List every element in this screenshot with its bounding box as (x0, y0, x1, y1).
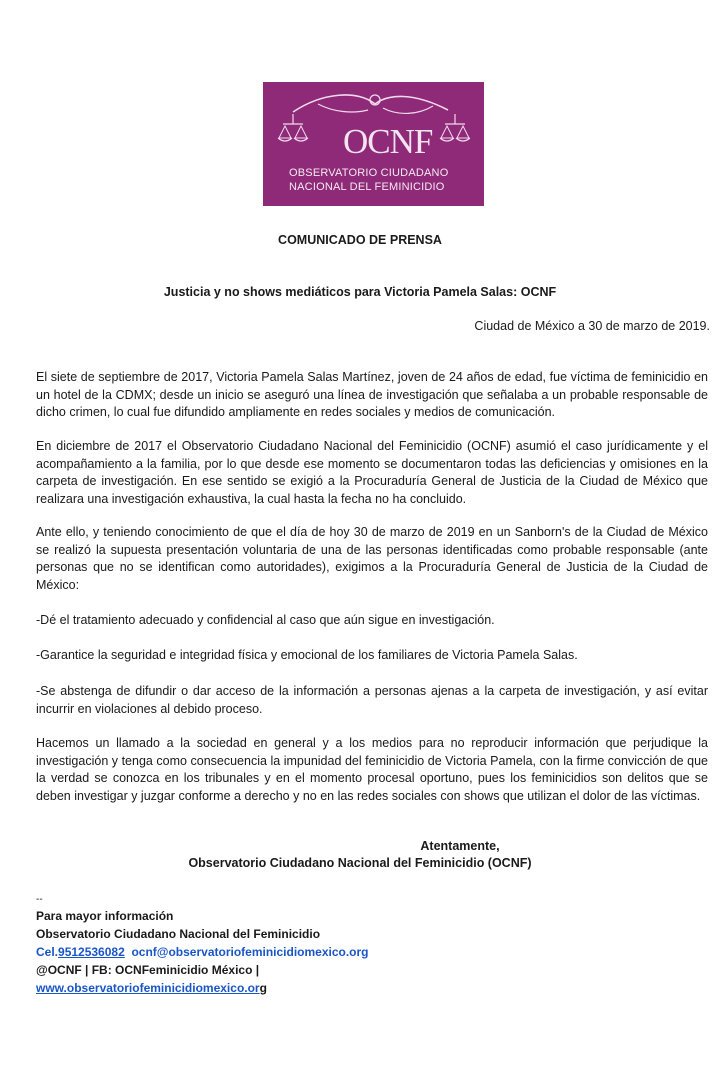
paragraph: Hacemos un llamado a la sociedad en general y a los medios para no reproducir información que perjudique la investigación y tenga como consecuencia la impunidad del feminicidio de Victoria Pamela, con la firme convicción de que la verdad se conozca en los tribunales y en el momento procesal oportuno, pues los feminicidios son delitos que se deben investigar y juzgar conforme a derecho y no en las redes sociales con shows que utilizan el dolor de las víctimas. (36, 736, 708, 803)
page-title: COMUNICADO DE PRENSA (278, 233, 442, 247)
contact-title: Para mayor información (36, 909, 174, 923)
signature-closing: Atentamente, (420, 839, 500, 853)
website-link[interactable]: www.observatoriofeminicidiomexico.or (36, 981, 260, 995)
demand-item: -Garantice la seguridad e integridad física y emocional de los familiares de Victoria Pamela Salas. (36, 648, 578, 662)
website-tail: g (259, 981, 267, 995)
dateline: Ciudad de México a 30 de marzo de 2019. (474, 319, 710, 333)
press-release-subtitle: Justicia y no shows mediáticos para Victoria Pamela Salas: OCNF (163, 285, 557, 299)
ocnf-logo (263, 82, 484, 206)
logo-line-2: NACIONAL DEL FEMINICIDIO (289, 181, 445, 193)
contact-block (36, 893, 676, 997)
logo-acronym: OCNF (343, 122, 433, 161)
phone-label: Cel. (36, 945, 59, 959)
contact-separator: -- (36, 894, 43, 905)
signature-org: Observatorio Ciudadano Nacional del Feminicidio (OCNF) (188, 856, 532, 870)
paragraph: Ante ello, y teniendo conocimiento de que el día de hoy 30 de marzo de 2019 en un Sanborn's de la Ciudad de México se realizó la supuesta presentación voluntaria de una de las personas identificadas como probable responsable (ante personas que no se identifican como autoridades), exigimos a la Procuraduría General de Justicia de la Ciudad de México: (36, 525, 708, 592)
demand-item: -Dé el tratamiento adecuado y confidencial al caso que aún sigue en investigación. (36, 613, 495, 627)
logo-line-1: OBSERVATORIO CIUDADANO (289, 167, 449, 179)
contact-org: Observatorio Ciudadano Nacional del Feminicidio (36, 927, 321, 941)
contact-phone-email-row (36, 943, 676, 961)
paragraph: En diciembre de 2017 el Observatorio Ciudadano Nacional del Feminicidio (OCNF) asumió el caso jurídicamente y el acompañamiento a la familia, por lo que desde ese momento se documentaron todas las deficiencias y omisiones en la carpeta de investigación. En ese sentido se exigió a la Procuraduría General de Justicia de la Ciudad de México que realizara una investigación exhaustiva, la cual hasta la fecha no ha concluido. (36, 439, 708, 506)
demand-item: -Se abstenga de difundir o dar acceso de la información a personas ajenas a la carpeta de investigación, y así evitar incurrir en violaciones al debido proceso. (36, 684, 708, 716)
phone-link[interactable]: 9512536082 (58, 945, 125, 959)
email-link[interactable]: ocnf@observatoriofeminicidiomexico.org (131, 945, 369, 959)
social-handles: @OCNF | FB: OCNFeminicidio México | (36, 963, 260, 977)
paragraph: El siete de septiembre de 2017, Victoria Pamela Salas Martínez, joven de 24 años de edad, fue víctima de feminicidio en un hotel de la CDMX; desde un inicio se aseguró una línea de investigación que señalaba a un probable responsable de dicho crimen, lo cual fue difundido ampliamente en redes sociales y medios de comunicación. (36, 370, 708, 419)
website-row (36, 979, 676, 997)
